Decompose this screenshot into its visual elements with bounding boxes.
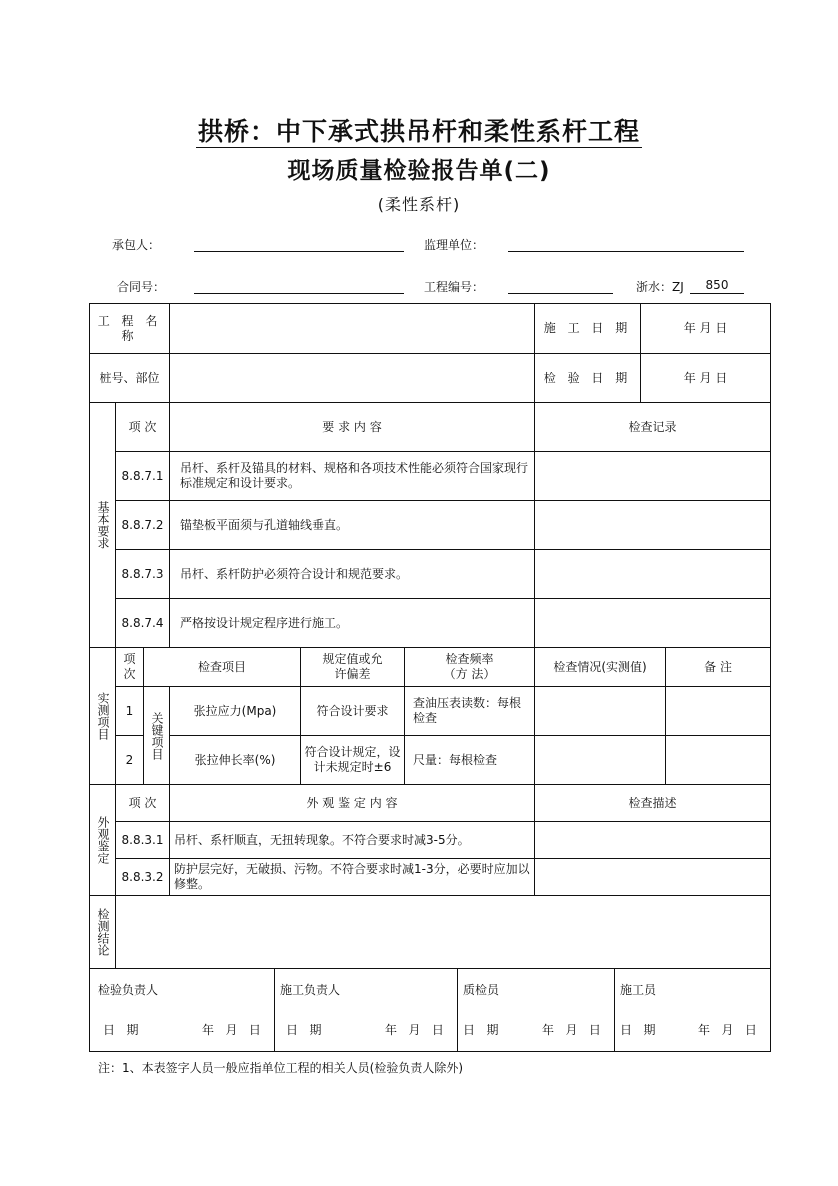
measured-row-freq: 尺量：每根检查	[405, 736, 535, 785]
appearance-row-no: 8.8.3.2	[116, 859, 170, 896]
basic-row-record[interactable]	[535, 501, 771, 550]
basic-row-text: 吊杆、系杆防护必须符合设计和规范要求。	[170, 550, 535, 599]
basic-row-record[interactable]	[535, 599, 771, 648]
basic-section-label: 基本要求	[90, 403, 116, 648]
basic-row-text: 严格按设计规定程序进行施工。	[170, 599, 535, 648]
appearance-row-text: 吊杆、系杆顺直，无扭转现象。不符合要求时减3-5分。	[170, 822, 535, 859]
measured-row-remark[interactable]	[666, 687, 771, 736]
inspection-table	[89, 303, 771, 1052]
basic-row-text: 锚垫板平面须与孔道轴线垂直。	[170, 501, 535, 550]
inspector-label: 检验负责人	[98, 983, 159, 997]
appearance-row	[90, 859, 771, 896]
measured-row	[90, 687, 771, 736]
measured-col-remark: 备 注	[666, 648, 771, 687]
basic-row-record[interactable]	[535, 452, 771, 501]
inspection-date-value[interactable]: 年 月 日	[641, 354, 771, 403]
construction-lead-label: 施工负责人	[280, 983, 341, 997]
construction-date-label: 施 工 日 期	[535, 304, 641, 354]
measured-col-freq: 检查频率（方 法）	[405, 648, 535, 687]
qc-date-value[interactable]: 年 月 日	[542, 1023, 601, 1037]
basic-col-item: 项 次	[116, 403, 170, 452]
basic-row-no: 8.8.7.4	[116, 599, 170, 648]
appearance-section-label: 外观鉴定	[90, 785, 116, 896]
measured-row-item: 张拉伸长率(%)	[170, 736, 301, 785]
project-name-value[interactable]	[170, 304, 535, 354]
title-line-3: (柔性系杆)	[377, 195, 461, 214]
supervisor-field[interactable]	[508, 251, 744, 252]
measured-row-remark[interactable]	[666, 736, 771, 785]
appearance-col-desc: 检查描述	[535, 785, 771, 822]
appearance-row-no: 8.8.3.1	[116, 822, 170, 859]
measured-row-item: 张拉应力(Mpa)	[170, 687, 301, 736]
form-no-label: 浙水：ZJ	[636, 280, 684, 294]
measured-col-result: 检查情况(实测值)	[535, 648, 666, 687]
measured-row-allow: 符合设计规定，设计未规定时±6	[301, 736, 405, 785]
measured-row	[90, 736, 771, 785]
measured-col-allow: 规定值或允许偏差	[301, 648, 405, 687]
measured-row-no: 2	[116, 736, 144, 785]
measured-row-freq: 查油压表读数：每根检查	[405, 687, 535, 736]
basic-row-no: 8.8.7.2	[116, 501, 170, 550]
supervisor-label: 监理单位：	[424, 238, 485, 252]
form-no-underline	[690, 293, 744, 294]
form-no-value: 850	[705, 278, 729, 292]
conclusion-value[interactable]	[116, 896, 771, 969]
measured-section-label: 实测项目	[90, 648, 116, 785]
contractor-label: 承包人：	[112, 238, 161, 252]
worker-label: 施工员	[620, 983, 657, 997]
signature-area	[90, 969, 771, 1052]
appearance-row	[90, 822, 771, 859]
construction-lead-date-value[interactable]: 年 月 日	[385, 1023, 444, 1037]
measured-row-no: 1	[116, 687, 144, 736]
contract-no-label: 合同号：	[117, 280, 166, 294]
basic-row	[90, 550, 771, 599]
construction-date-value[interactable]: 年 月 日	[641, 304, 771, 354]
worker-date-label: 日 期	[620, 1023, 656, 1037]
conclusion-section-label: 检测结论	[90, 896, 116, 969]
worker-date-value[interactable]: 年 月 日	[698, 1023, 757, 1037]
project-no-field[interactable]	[508, 293, 613, 294]
basic-row-text: 吊杆、系杆及锚具的材料、规格和各项技术性能必须符合国家现行标准规定和设计要求。	[170, 452, 535, 501]
footnote: 注：1、本表签字人员一般应指单位工程的相关人员(检验负责人除外)	[98, 1061, 464, 1075]
measured-col-item: 检查项目	[144, 648, 301, 687]
appearance-row-desc[interactable]	[535, 822, 771, 859]
station-label: 桩号、部位	[90, 354, 170, 403]
basic-row-record[interactable]	[535, 550, 771, 599]
appearance-row-text: 防护层完好，无破损、污物。不符合要求时减1-3分，必要时应加以修整。	[170, 859, 535, 896]
measured-row-result[interactable]	[535, 736, 666, 785]
basic-col-content: 要 求 内 容	[170, 403, 535, 452]
basic-row	[90, 501, 771, 550]
measured-row-allow: 符合设计要求	[301, 687, 405, 736]
title-line-1: 拱桥：中下承式拱吊杆和柔性系杆工程	[197, 117, 640, 146]
project-no-label: 工程编号：	[424, 280, 485, 294]
contract-no-field[interactable]	[194, 293, 404, 294]
inspector-date-value[interactable]: 年 月 日	[202, 1023, 261, 1037]
basic-row	[90, 452, 771, 501]
measured-col-no: 项次	[116, 648, 144, 687]
appearance-row-desc[interactable]	[535, 859, 771, 896]
construction-lead-date-label: 日 期	[286, 1023, 322, 1037]
project-name-label: 工 程 名 称	[90, 304, 170, 354]
appearance-col-item: 项 次	[116, 785, 170, 822]
appearance-col-content: 外 观 鉴 定 内 容	[170, 785, 535, 822]
contractor-field[interactable]	[194, 251, 404, 252]
basic-row	[90, 599, 771, 648]
basic-col-record: 检查记录	[535, 403, 771, 452]
key-item-label: 关键项目	[144, 687, 170, 785]
measured-row-result[interactable]	[535, 687, 666, 736]
qc-date-label: 日 期	[463, 1023, 499, 1037]
basic-row-no: 8.8.7.1	[116, 452, 170, 501]
basic-row-no: 8.8.7.3	[116, 550, 170, 599]
title-line-2: 现场质量检验报告单(二)	[287, 158, 551, 184]
inspection-date-label: 检 验 日 期	[535, 354, 641, 403]
station-value[interactable]	[170, 354, 535, 403]
inspector-date-label: 日 期	[103, 1023, 139, 1037]
qc-label: 质检员	[463, 983, 500, 997]
